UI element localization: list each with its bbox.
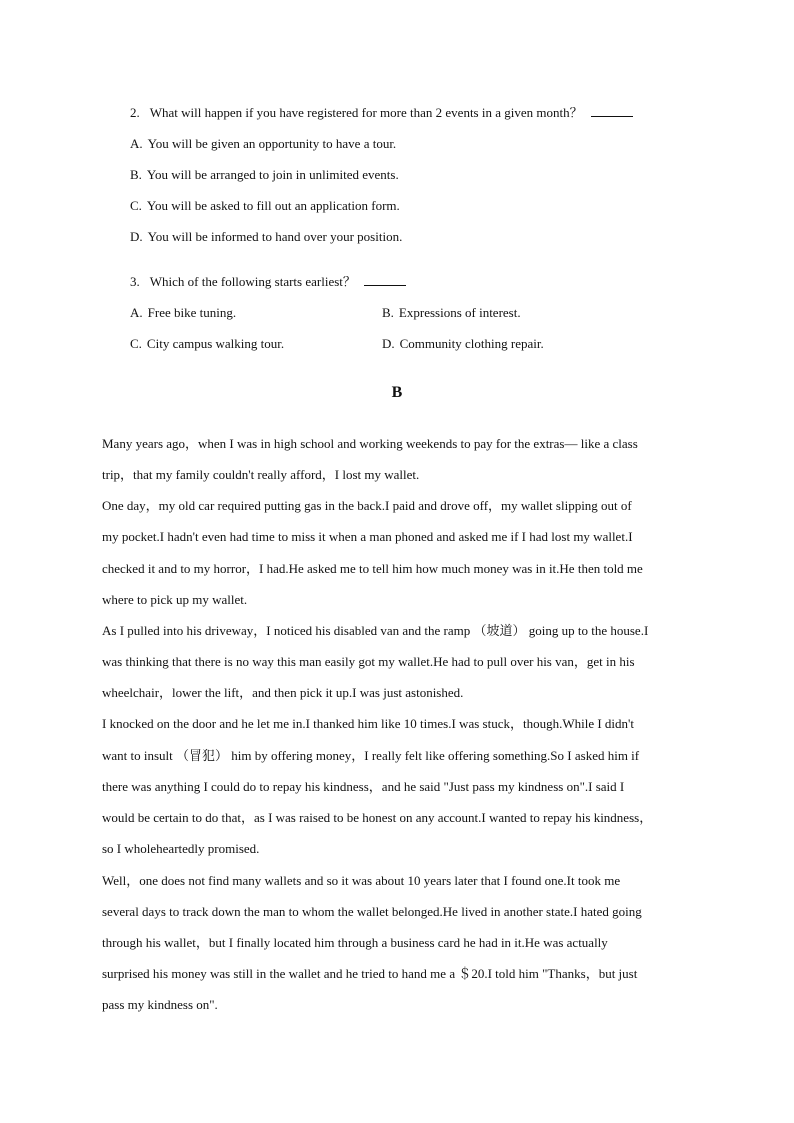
question-3-stem: [130, 274, 406, 290]
section-heading: B: [391, 384, 403, 401]
passage-line: so I wholeheartedly promised.: [102, 841, 260, 856]
question-2-stem: [130, 105, 633, 121]
passage-line: checked it and to my horror，I had.He asked me to tell him how much money was in it.He then told me: [102, 561, 643, 576]
passage-line: surprised his money was still in the wallet and he tried to hand me a ＄20.I told him "Thanks，but just: [102, 966, 638, 981]
passage-line: was thinking that there is no way this man easily got my wallet.He had to pull over his van，get in his: [102, 654, 635, 669]
passage-line: Many years ago，when I was in high school and working weekends to pay for the extras— like a class: [102, 436, 638, 451]
passage-line: several days to track down the man to whom the wallet belonged.He lived in another state.I hated going: [102, 904, 642, 919]
option-letter: B.: [130, 167, 142, 182]
passage-line: One day，my old car required putting gas in the back.I paid and drove off，my wallet slipping out of: [102, 498, 632, 513]
question-3-option-a: [130, 305, 236, 321]
option-text: Expressions of interest.: [398, 305, 521, 320]
question-2-option-a: [130, 136, 396, 152]
option-letter: D.: [382, 336, 395, 351]
question-2-option-c: [130, 198, 400, 214]
passage-line: pass my kindness on".: [102, 997, 218, 1012]
passage-line: wheelchair，lower the lift，and then pick it up.I was just astonished.: [102, 685, 464, 700]
question-number: 3.: [130, 274, 140, 289]
option-letter: A.: [130, 136, 143, 151]
option-text: City campus walking tour.: [146, 336, 285, 351]
passage-line: trip，that my family couldn't really afford，I lost my wallet.: [102, 467, 420, 482]
option-letter: C.: [130, 198, 142, 213]
question-2-option-d: [130, 229, 402, 245]
question-text: Which of the following starts earliest？: [149, 274, 356, 289]
question-3-option-c: [130, 336, 284, 352]
question-number: 2.: [130, 105, 140, 120]
passage-line: would be certain to do that，as I was raised to be honest on any account.I wanted to repay his kindness，: [102, 810, 653, 825]
question-2-option-b: [130, 167, 399, 183]
option-letter: B.: [382, 305, 394, 320]
option-text: You will be asked to fill out an application form.: [146, 198, 400, 213]
passage-line: As I pulled into his driveway，I noticed his disabled van and the ramp （坡道） going up to the house.I: [102, 623, 649, 638]
passage-line: my pocket.I hadn't even had time to miss it when a man phoned and asked me if I had lost my wallet.I: [102, 529, 633, 544]
passage-line: I knocked on the door and he let me in.I thanked him like 10 times.I was stuck，though.While I didn't: [102, 716, 634, 731]
option-text: You will be arranged to join in unlimited events.: [146, 167, 399, 182]
question-3-option-d: [382, 336, 544, 352]
passage-line: through his wallet，but I finally located him through a business card he had in it.He was actually: [102, 935, 608, 950]
passage-line: Well，one does not find many wallets and so it was about 10 years later that I found one.It took me: [102, 873, 621, 888]
option-letter: A.: [130, 305, 143, 320]
answer-blank: [364, 274, 406, 286]
option-text: You will be given an opportunity to have a tour.: [147, 136, 397, 151]
question-3-option-b: [382, 305, 521, 321]
answer-blank: [591, 105, 633, 117]
passage-line: want to insult （冒犯） him by offering money，I really felt like offering something.So I asked him if: [102, 748, 640, 763]
option-letter: D.: [130, 229, 143, 244]
option-text: Free bike tuning.: [147, 305, 237, 320]
option-letter: C.: [130, 336, 142, 351]
option-text: You will be informed to hand over your position.: [147, 229, 403, 244]
question-text: What will happen if you have registered for more than 2 events in a given month？: [149, 105, 583, 120]
passage-line: there was anything I could do to repay his kindness，and he said "Just pass my kindness on".I said I: [102, 779, 625, 794]
option-text: Community clothing repair.: [399, 336, 544, 351]
passage-line: where to pick up my wallet.: [102, 592, 248, 607]
